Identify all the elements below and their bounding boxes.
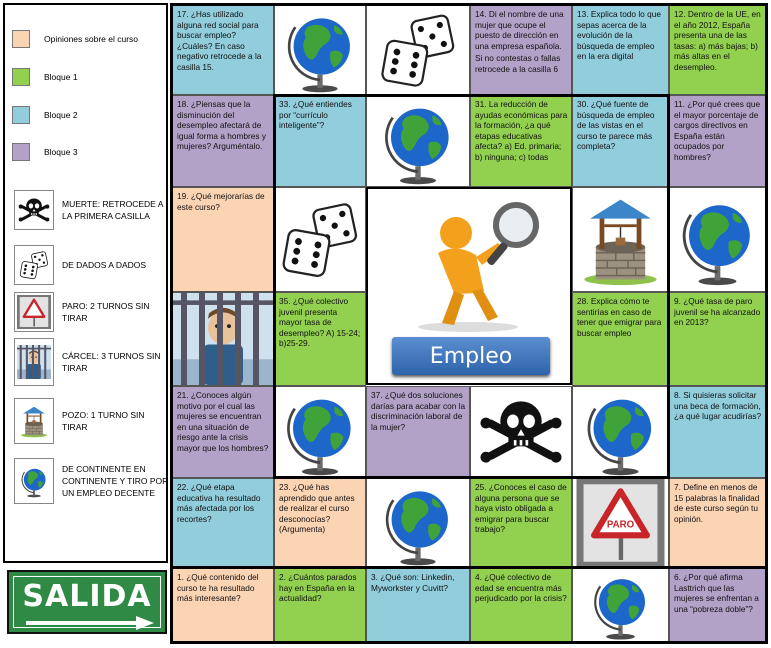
square-14[interactable]	[470, 5, 572, 95]
square-35[interactable]	[274, 292, 366, 386]
square-37[interactable]	[366, 386, 470, 478]
dice-icon	[367, 6, 469, 94]
legend-label: PARO: 2 TURNOS SIN TIRAR	[62, 300, 150, 323]
globe-icon	[367, 96, 469, 186]
globe-icon	[670, 188, 765, 291]
start-sign-border	[13, 576, 161, 628]
stop-sign-square[interactable]	[572, 478, 669, 568]
legend-muerte	[14, 190, 170, 230]
legend-bloque-1	[12, 68, 78, 86]
square-22[interactable]	[172, 478, 274, 568]
square-13[interactable]	[572, 5, 669, 95]
question-text: 23. ¿Qué has aprendido que antes de realizar el curso desconocías? (Argumenta)	[279, 482, 355, 535]
question-text: 30. ¿Qué fuente de búsqueda de empleo de las vistas en el curso te parece más completa?	[577, 99, 655, 152]
jail-square[interactable]	[172, 292, 274, 386]
border-line	[170, 3, 173, 644]
question-penalty: Si no contestas o fallas retrocede a la casilla 6	[475, 53, 561, 75]
well-icon	[14, 398, 54, 444]
dice-square[interactable]	[366, 5, 470, 95]
swatch-bloque-2	[12, 106, 30, 124]
legend-label: MUERTE: RETROCEDE A LA PRIMERA CASILLA	[62, 198, 163, 221]
square-17[interactable]	[172, 5, 274, 95]
question-text: 35. ¿Qué colectivo juvenil presenta mayor tasa de desempleo? A) 15-24; b)25-29.	[279, 296, 361, 349]
globe-icon	[573, 387, 668, 477]
question-main: 14. Di el nombre de una mujer que ocupe el puesto de dirección en una empresa española.	[475, 9, 564, 51]
square-9[interactable]	[669, 292, 766, 386]
globe-square[interactable]	[572, 568, 669, 642]
question-text: 13. Explica todo lo que sepas acerca de la evolución de la búsqueda de empleo en la era digital	[577, 9, 661, 62]
question-text: 1. ¿Qué contenido del curso te ha resultado más interesante?	[177, 572, 259, 604]
globe-square[interactable]	[572, 386, 669, 478]
globe-square[interactable]	[274, 5, 366, 95]
empleo-banner	[392, 337, 550, 375]
legend-paro	[14, 292, 170, 332]
border-line	[170, 3, 768, 6]
legend-label: Opiniones sobre el curso	[44, 34, 139, 44]
square-2[interactable]	[274, 568, 366, 642]
border-line	[765, 3, 768, 644]
square-31[interactable]	[470, 95, 572, 187]
globe-icon	[14, 458, 54, 504]
swatch-opiniones	[12, 30, 30, 48]
question-text: 4. ¿Qué colectivo de edad se encuentra más perjudicado por la crisis?	[475, 572, 567, 604]
skull-square[interactable]	[470, 386, 572, 478]
dice-square[interactable]	[274, 187, 366, 292]
sign-label: PARO	[606, 519, 635, 531]
square-1[interactable]	[172, 568, 274, 642]
question-text: 17. ¿Has utilizado alguna red social para buscar empleo? ¿Cuáles? En caso negativo retrocede a la casilla 15.	[177, 9, 262, 73]
legend-dados	[14, 245, 170, 285]
legend-continente	[14, 458, 170, 504]
question-text: 22. ¿Qué etapa educativa ha resultado más afectada por los recortes?	[177, 482, 261, 524]
square-8[interactable]	[669, 386, 766, 478]
globe-icon	[367, 479, 469, 567]
question-text: 25. ¿Conoces el caso de alguna persona que se haya visto obligada a emigrar para buscar trabajo?	[475, 482, 567, 535]
question-text: 33. ¿Qué entiendes por “currículo inteligente”?	[279, 99, 352, 131]
question-text: 8. Si quisieras solicitar una beca de formación, ¿a qué lugar acudirías?	[674, 390, 762, 422]
border-line	[273, 94, 276, 478]
magnifier-person-icon	[398, 195, 548, 335]
question-text: 12. Dentro de la UE, en el año 2012, España presenta una de las tasas: a) más bajas; b) más altas en el desempleo.	[674, 9, 761, 73]
legend-pozo	[14, 398, 170, 444]
square-3[interactable]	[366, 568, 470, 642]
jail-icon	[173, 293, 273, 385]
square-18[interactable]	[172, 95, 274, 187]
square-4[interactable]	[470, 568, 572, 642]
stop-sign-icon	[573, 479, 668, 567]
skull-icon	[471, 387, 571, 477]
dice-icon	[275, 188, 365, 291]
skull-icon	[14, 190, 54, 230]
legend-opiniones	[12, 30, 138, 48]
question-text	[471, 6, 571, 75]
border-line	[274, 94, 669, 97]
question-text: 9. ¿Qué tasa de paro juvenil se ha alcanzado en 2013?	[674, 296, 761, 328]
square-21[interactable]	[172, 386, 274, 478]
square-28[interactable]	[572, 292, 669, 386]
legend-carcel	[14, 338, 170, 386]
border-line	[170, 566, 768, 569]
dice-icon	[14, 245, 54, 285]
swatch-bloque-3	[12, 143, 30, 161]
question-text: 37. ¿Qué dos soluciones darías para acabar con la discriminación laboral de la mujer?	[371, 390, 466, 432]
square-7[interactable]	[669, 478, 766, 568]
question-text: 3. ¿Qué son: Linkedin, Myworkster y Cuvitt?	[371, 572, 455, 593]
globe-square[interactable]	[366, 95, 470, 187]
question-text: 2. ¿Cuántos parados hay en España en la actualidad?	[279, 572, 357, 604]
globe-icon	[573, 569, 668, 641]
legend-label: CÁRCEL: 3 TURNOS SIN TIRAR	[62, 350, 161, 373]
globe-icon	[275, 6, 365, 94]
square-19[interactable]	[172, 187, 274, 292]
square-23[interactable]	[274, 478, 366, 568]
swatch-bloque-1	[12, 68, 30, 86]
question-text: 11. ¿Por qué crees que el mayor porcentaje de cargos directivos en España están ocupados por hombres?	[674, 99, 761, 163]
square-25[interactable]	[470, 478, 572, 568]
question-text: 18. ¿Piensas que la disminución del desempleo afectará de igual forma a hombres y mujeres? Arguméntalo.	[177, 99, 267, 152]
start-label: SALIDA	[22, 579, 152, 614]
border-line	[667, 94, 670, 478]
center-empleo-panel	[366, 187, 572, 385]
border-line	[273, 476, 670, 479]
question-text: 19. ¿Qué mejorarías de este curso?	[177, 191, 265, 212]
start-square[interactable]	[7, 570, 167, 634]
question-text: 7. Define en menos de 15 palabras la finalidad de este curso según tu opinión.	[674, 482, 760, 524]
globe-square[interactable]	[366, 478, 470, 568]
question-text: 21. ¿Conoces algún motivo por el cual las mujeres se encuentran en una situación de riesgo ante la crisis mayor que los hombres?	[177, 390, 269, 454]
question-text: 6. ¿Por qué afirma Lasttrich que las mujeres se enfrentan a una “pobreza doble”?	[674, 572, 759, 614]
jail-icon	[14, 338, 54, 386]
legend-label: Bloque 3	[44, 147, 78, 157]
legend-label: DE CONTINENTE EN CONTINENTE Y TIRO POR UN EMPLEO DECENTE	[62, 463, 169, 499]
stop-sign-icon	[14, 292, 54, 332]
square-11[interactable]	[669, 95, 766, 187]
globe-icon	[275, 387, 365, 477]
question-text: 31. La reducción de ayudas económicas para la formación, ¿a qué etapas educativas afecta? a) Ed. primaria; b) ninguna; c) todas	[475, 99, 568, 163]
legend-bloque-3	[12, 143, 78, 161]
center-label: Empleo	[429, 343, 513, 369]
legend-label: DE DADOS A DADOS	[62, 259, 147, 270]
globe-square[interactable]	[274, 386, 366, 478]
well-square[interactable]	[572, 187, 669, 292]
arrow-right-icon	[26, 615, 156, 631]
legend-bloque-2	[12, 106, 78, 124]
square-6[interactable]	[669, 568, 766, 642]
question-text: 28. Explica cómo te sentirías en caso de tener que emigrar para buscar empleo	[577, 296, 662, 338]
border-line	[170, 641, 768, 644]
well-icon	[573, 188, 668, 291]
legend-label: POZO: 1 TURNO SIN TIRAR	[62, 409, 145, 432]
globe-square[interactable]	[669, 187, 766, 292]
square-12[interactable]	[669, 5, 766, 95]
square-30[interactable]	[572, 95, 669, 187]
square-33[interactable]	[274, 95, 366, 187]
legend-label: Bloque 1	[44, 72, 78, 82]
legend-label: Bloque 2	[44, 110, 78, 120]
